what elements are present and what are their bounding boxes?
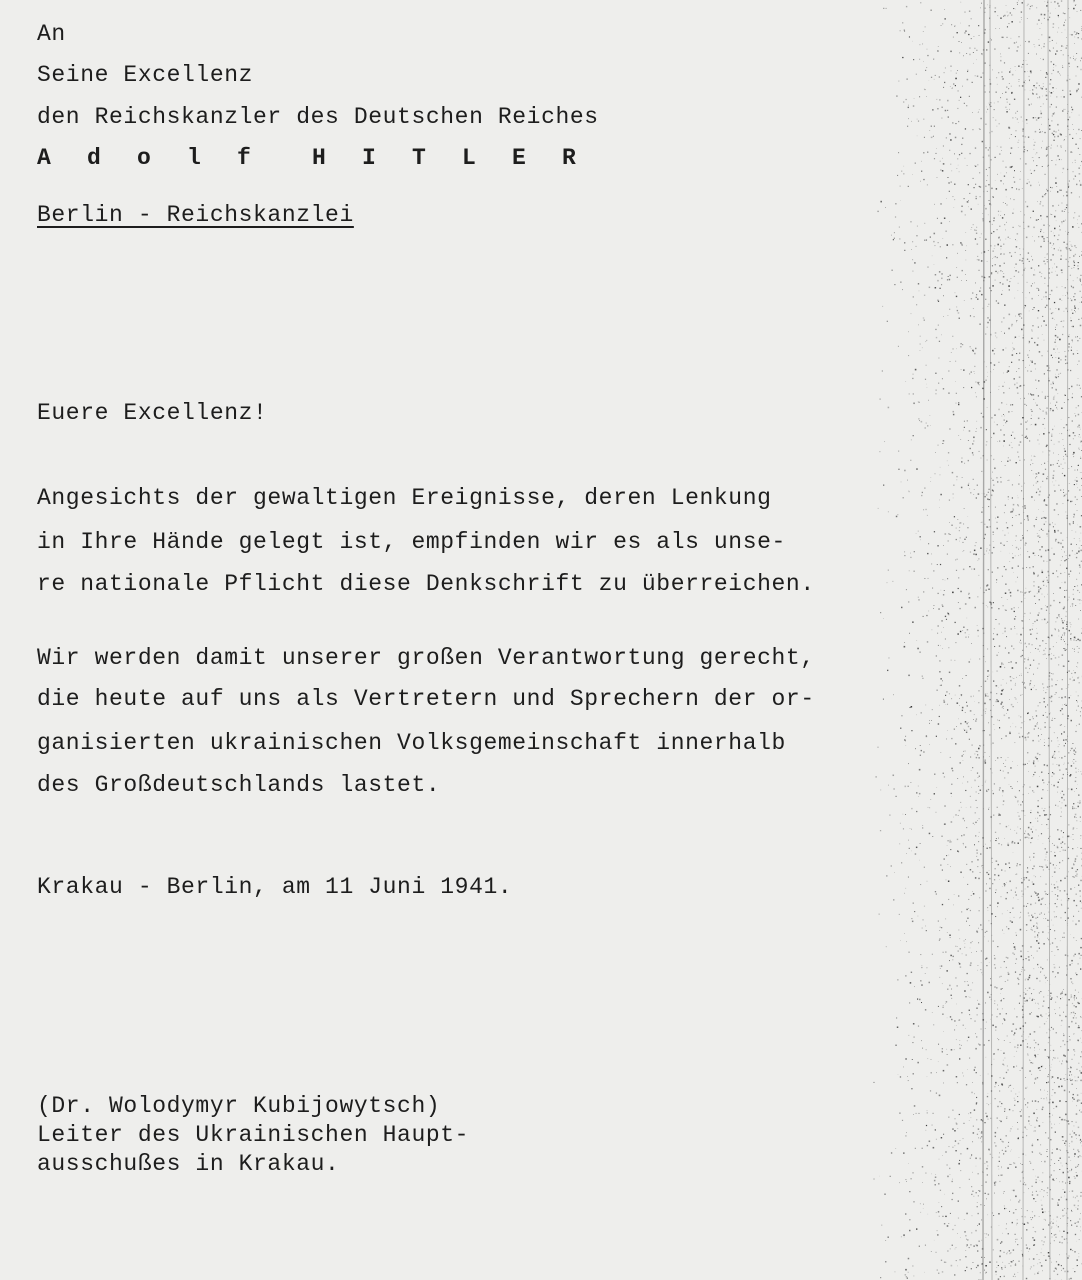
paragraph2-line-4: des Großdeutschlands lastet. xyxy=(37,772,441,798)
date-line: Krakau - Berlin, am 11 Juni 1941. xyxy=(37,874,513,900)
address-line-reichskanzler: den Reichskanzler des Deutschen Reiches xyxy=(37,104,599,130)
paragraph2-line-2: die heute auf uns als Vertretern und Sprechern der or- xyxy=(37,686,815,712)
address-location: Berlin - Reichskanzlei xyxy=(37,202,354,228)
paragraph1-line-1: Angesichts der gewaltigen Ereignisse, deren Lenkung xyxy=(37,485,772,511)
paragraph1-line-2: in Ihre Hände gelegt ist, empfinden wir es als unse- xyxy=(37,529,786,555)
paragraph2-line-1: Wir werden damit unserer großen Verantwortung gerecht, xyxy=(37,645,815,671)
signature-place: ausschußes in Krakau. xyxy=(37,1151,340,1177)
salutation: Euere Excellenz! xyxy=(37,400,268,426)
photocopy-edge-noise xyxy=(872,0,1082,1280)
signature-title: Leiter des Ukrainischen Haupt- xyxy=(37,1122,470,1148)
address-line-excellenz: Seine Excellenz xyxy=(37,62,254,88)
address-line-name: A d o l f H I T L E R xyxy=(37,145,588,171)
paragraph2-line-3: ganisierten ukrainischen Volksgemeinschaft innerhalb xyxy=(37,730,786,756)
signature-name: (Dr. Wolodymyr Kubijowytsch) xyxy=(37,1093,441,1119)
paragraph1-line-3: re nationale Pflicht diese Denkschrift zu überreichen. xyxy=(37,571,815,597)
address-line-an: An xyxy=(37,21,66,47)
